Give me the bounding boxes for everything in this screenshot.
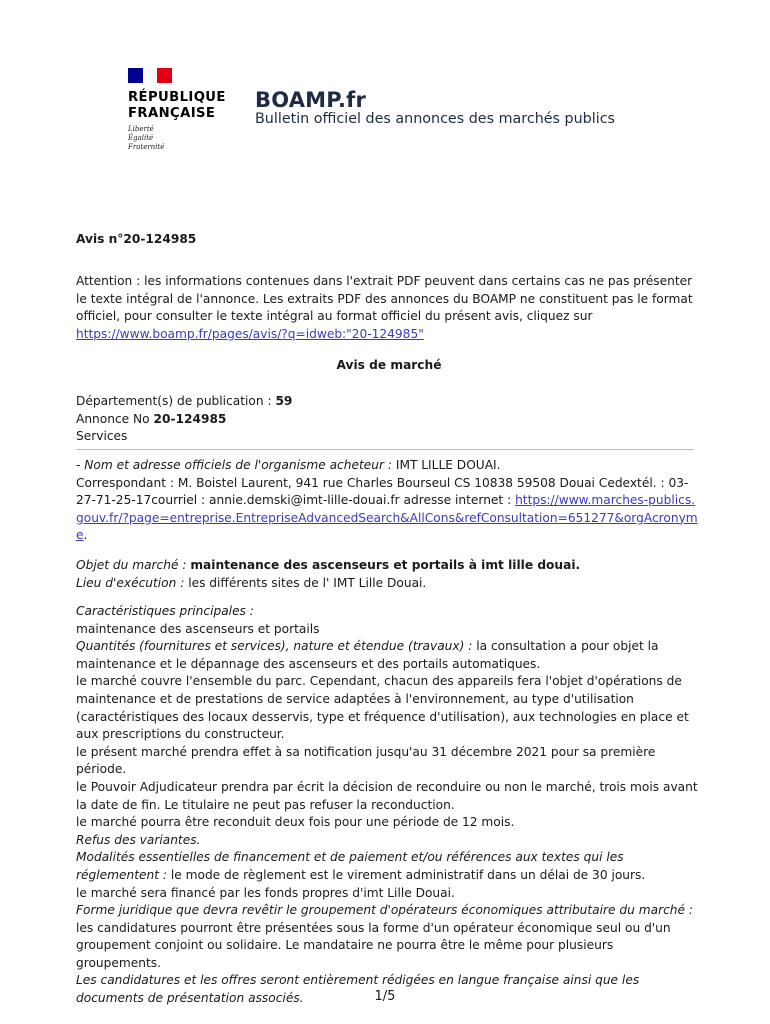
- republique-francaise-logo: [128, 68, 248, 152]
- quantities-label: Quantités (fournitures et services), nature et étendue (travaux) :: [76, 639, 477, 654]
- site-name: BOAMP.fr: [255, 88, 367, 112]
- marianne-flag-icon: [128, 68, 172, 83]
- buyer-label: - Nom et adresse officiels de l'organisme acheteur :: [76, 458, 396, 472]
- annonce-value: 20-124985: [153, 411, 227, 426]
- attention-text: Attention : les informations contenues dans l'extrait PDF peuvent dans certains cas ne pas présenter le texte intégral de l'annonce. Les extraits PDF des annonces du BOAMP ne constituent pas le format officiel, pour consulter le texte intégral au format officiel du présent avis, cliquez sur: [76, 274, 693, 324]
- characteristics-p5: le marché pourra être reconduit deux fois pour une période de 12 mois.: [76, 815, 515, 830]
- characteristics-section: [76, 603, 702, 1008]
- characteristics-label: Caractéristiques principales :: [76, 604, 254, 618]
- characteristics-line1: maintenance des ascenseurs et portails: [76, 621, 320, 636]
- rf-motto: Liberté Égalité Fraternité: [128, 125, 165, 151]
- funding-value: le mode de règlement est le virement administratif dans un délai de 30 jours.: [170, 867, 646, 882]
- characteristics-p2: le marché couvre l'ensemble du parc. Cependant, chacun des appareils fera l'objet d'opérations de maintenance et de prestations de service adaptées à l'environnement, au type d'utilisation (caractéristiques des locaux desservis, type et fréquence d'utilisation), aux technologies en place et aux prescriptions du constructeur.: [76, 674, 689, 742]
- characteristics-p4: le Pouvoir Adjudicateur prendra par écrit la décision de reconduire ou non le marché, trois mois avant la date de fin. Le titulaire ne peut pas refuser la reconduction.: [76, 779, 698, 812]
- funding-label: Modalités essentielles de financement et de paiement et/ou références aux textes qui les réglementent :: [76, 850, 624, 882]
- form-value: les candidatures pourront être présentées sous la forme d'un opérateur économique seul ou d'un groupement conjoint ou solidaire. Le mandataire ne pourra être le même pour plusieurs groupements.: [76, 920, 671, 970]
- objet-label: Objet du marché :: [76, 558, 191, 572]
- dept-label: Département(s) de publication :: [76, 394, 276, 408]
- avis-number: Avis n°20-124985: [76, 232, 197, 246]
- site-subtitle: Bulletin officiel des annonces des marchés publics: [255, 111, 616, 127]
- page-indicator: 1/5: [374, 989, 396, 1004]
- form-label: Forme juridique que devra revêtir le groupement d'opérateurs économiques attributaire du marché :: [76, 903, 694, 918]
- variants-text: Refus des variantes.: [76, 832, 201, 847]
- quantities-value: la consultation a pour objet la maintenance et le dépannage des ascenseurs et des portails automatiques.: [76, 639, 659, 671]
- language-text: Les candidatures et les offres seront entièrement rédigées en langue française ainsi que les documents de présentation associés.: [76, 973, 640, 1006]
- objet-section: [76, 557, 702, 592]
- publication-meta: [76, 393, 702, 446]
- category: Services: [76, 429, 128, 444]
- lieu-label: Lieu d'exécution :: [76, 575, 189, 590]
- lieu-value: les différents sites de l' IMT Lille Douai.: [188, 575, 427, 590]
- buyer-link-period: .: [83, 528, 88, 543]
- annonce-label: Annonce No: [76, 411, 154, 426]
- boamp-official-link[interactable]: https://www.boamp.fr/pages/avis/?q=idweb:"20-124985": [76, 326, 424, 341]
- funding-p2: le marché sera financé par les fonds propres d'imt Lille Douai.: [76, 885, 455, 900]
- rf-name: RÉPUBLIQUE FRANÇAISE: [128, 90, 226, 121]
- attention-notice: [76, 273, 702, 343]
- objet-value: maintenance des ascenseurs et portails à imt lille douai.: [190, 558, 581, 572]
- marches-publics-link[interactable]: https://www.marches-publics.gouv.fr/?page=entreprise.EntrepriseAdvancedSearch&AllCons&refConsultation=651277&orgAcronyme: [76, 493, 698, 543]
- buyer-section: [76, 457, 702, 545]
- section-title: Avis de marché: [336, 358, 442, 372]
- characteristics-p3: le présent marché prendra effet à sa notification jusqu'au 31 décembre 2021 pour sa première période.: [76, 744, 656, 777]
- buyer-name: IMT LILLE DOUAI.: [395, 458, 501, 472]
- divider: [76, 449, 694, 450]
- buyer-details: Correspondant : M. Boistel Laurent, 941 rue Charles Bourseul CS 10838 59508 Douai Cedextél. : 03-27-71-25-17courriel : annie.demski@imt-lille-douai.fr adresse internet :: [76, 475, 689, 508]
- dept-value: 59: [275, 394, 293, 408]
